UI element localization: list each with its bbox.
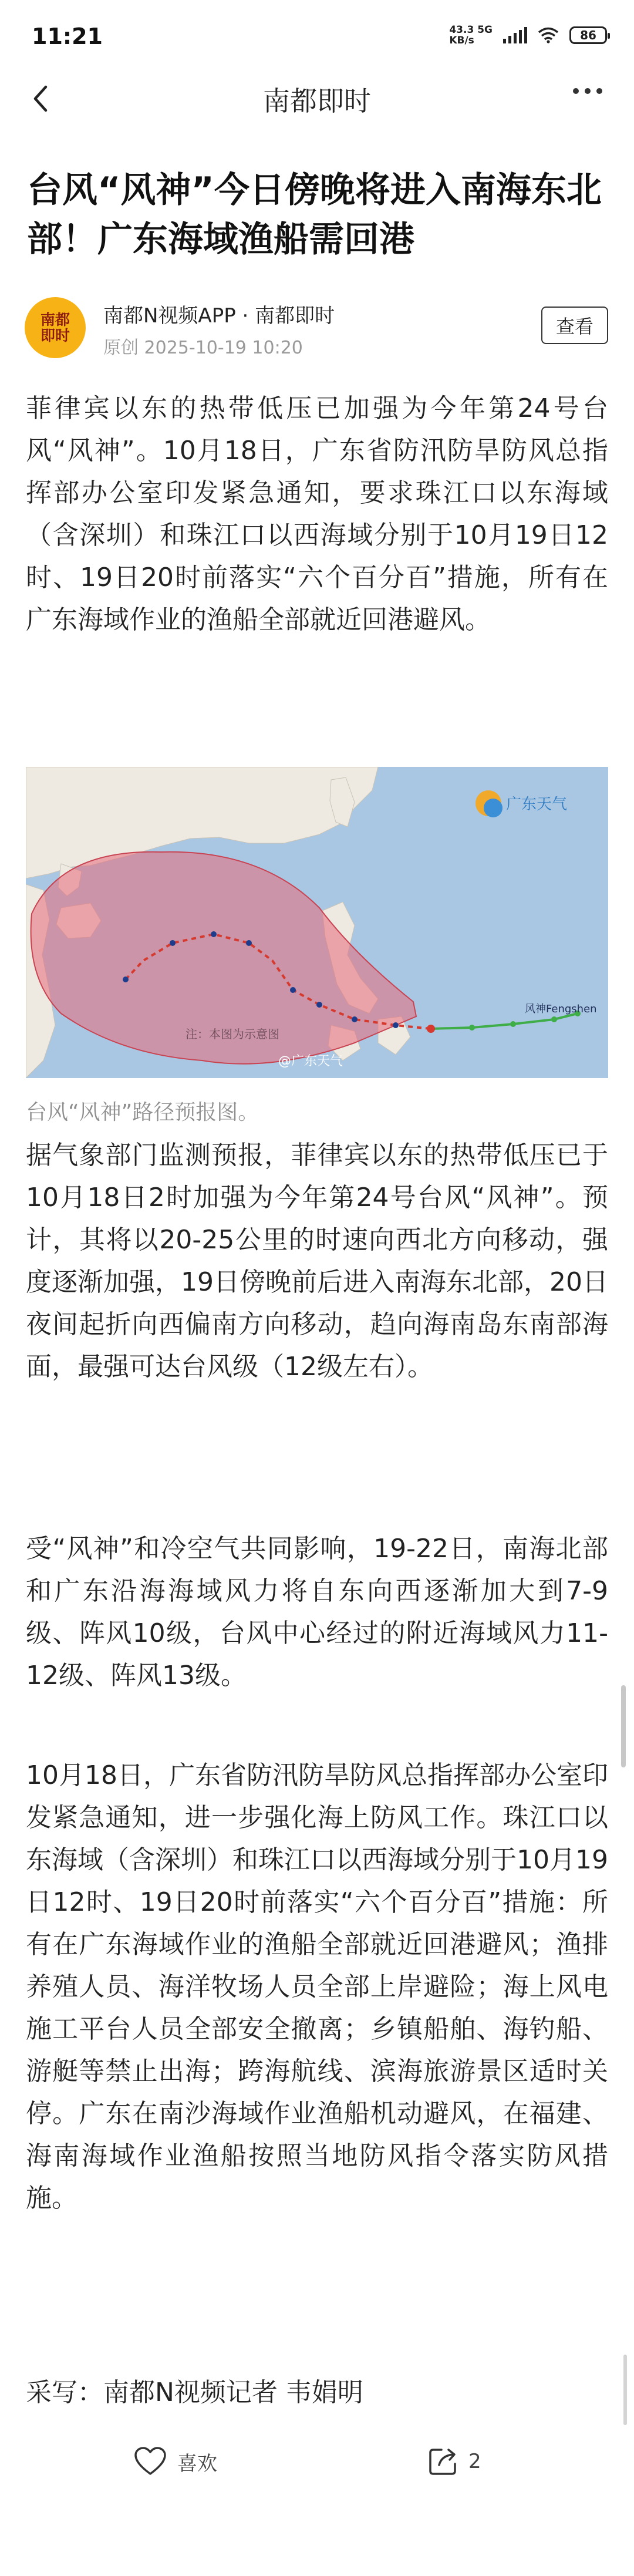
status-time: 11:21 — [32, 23, 103, 49]
weibo-mark: @广东天气 — [278, 1054, 343, 1069]
more-button[interactable] — [573, 88, 602, 94]
reporter-credit: 采写：南都N视频记者 韦娟明 — [26, 2378, 363, 2407]
typhoon-track-map[interactable] — [26, 767, 608, 1078]
view-button[interactable]: 查看 — [541, 307, 608, 344]
share-button[interactable] — [427, 2446, 481, 2477]
article-paragraph-3: 受“风神”和冷空气共同影响，19-22日，南海北部和广东沿海海域风力将自东向西逐渐加大到7-9级、阵风10级，台风中心经过的附近海域风力11-12级、阵风13级。 — [26, 1534, 608, 1691]
heart-icon — [134, 2446, 167, 2477]
scrollbar-thumb[interactable] — [621, 1685, 626, 1767]
share-count: 2 — [468, 2450, 481, 2473]
net-type: 5G — [477, 24, 493, 36]
article-paragraph-1: 菲律宾以东的热带低压已加强为今年第24号台风“风神”。10月18日，广东省防汛防旱防风总指挥部办公室印发紧急通知，要求珠江口以东海域（含深圳）和珠江口以西海域分别于10月19日12时、19日20时前落实“六个百分百”措施，所有在广东海域作业的渔船全部就近回港避风。 — [26, 393, 608, 635]
share-icon — [427, 2446, 460, 2477]
map-graphic — [26, 767, 608, 1078]
article-headline: 台风“风神”今日傍晚将进入南海东北部！广东海域渔船需回港 — [27, 170, 602, 260]
battery-icon: 86 — [569, 26, 607, 44]
map-watermark: 广东天气 — [506, 796, 568, 813]
status-indicators — [449, 25, 607, 46]
article-meta: 原创 2025-10-19 10:20 — [103, 338, 303, 358]
network-speed — [449, 25, 493, 46]
net-speed-unit: KB/s — [449, 35, 474, 46]
wifi-icon — [538, 27, 559, 43]
map-caption: 台风“风神”路径预报图。 — [26, 1100, 259, 1124]
like-label: 喜欢 — [177, 2452, 217, 2476]
like-button[interactable] — [134, 2446, 217, 2477]
scrollbar-thumb-secondary[interactable] — [623, 2355, 627, 2425]
signal-icon — [503, 27, 527, 43]
article-paragraph-2: 据气象部门监测预报，菲律宾以东的热带低压已于10月18日2时加强为今年第24号台风“风神”。预计，其将以20-25公里的时速向西北方向移动，强度逐渐加强，19日傍晚前后进入南海东北部，20日夜间起折向西偏南方向移动，趋向海南岛东南部海面，最强可达台风级（12级左右）。 — [26, 1140, 608, 1382]
avatar-logo-text: 南都即时 — [40, 311, 70, 344]
storm-label: 风神Fengshen — [525, 1003, 597, 1015]
article-paragraph-4: 10月18日，广东省防汛防旱防风总指挥部办公室印发紧急通知，进一步强化海上防风工作。珠江口以东海域（含深圳）和珠江口以西海域分别于10月19日12时、19日20时前落实“六个百分百”措施：所有在广东海域作业的渔船全部就近回港避风；渔排养殖人员、海洋牧场人员全部上岸避险；海上风电施工平台人员全部安全撤离；乡镇船舶、海钓船、游艇等禁止出海；跨海航线、滨海旅游景区适时关停。广东在南沙海域作业渔船机动避风，在福建、海南海域作业渔船按照当地防风指令落实防风措施。 — [26, 1760, 608, 2213]
map-note: 注：本图为示意图 — [186, 1027, 279, 1041]
more-dots-icon — [573, 88, 579, 94]
nav-title: 南都即时 — [263, 85, 371, 117]
author-name[interactable]: 南都N视频APP · 南都即时 — [103, 304, 335, 328]
author-avatar[interactable] — [25, 297, 86, 358]
net-speed-value: 43.3 — [449, 24, 474, 36]
